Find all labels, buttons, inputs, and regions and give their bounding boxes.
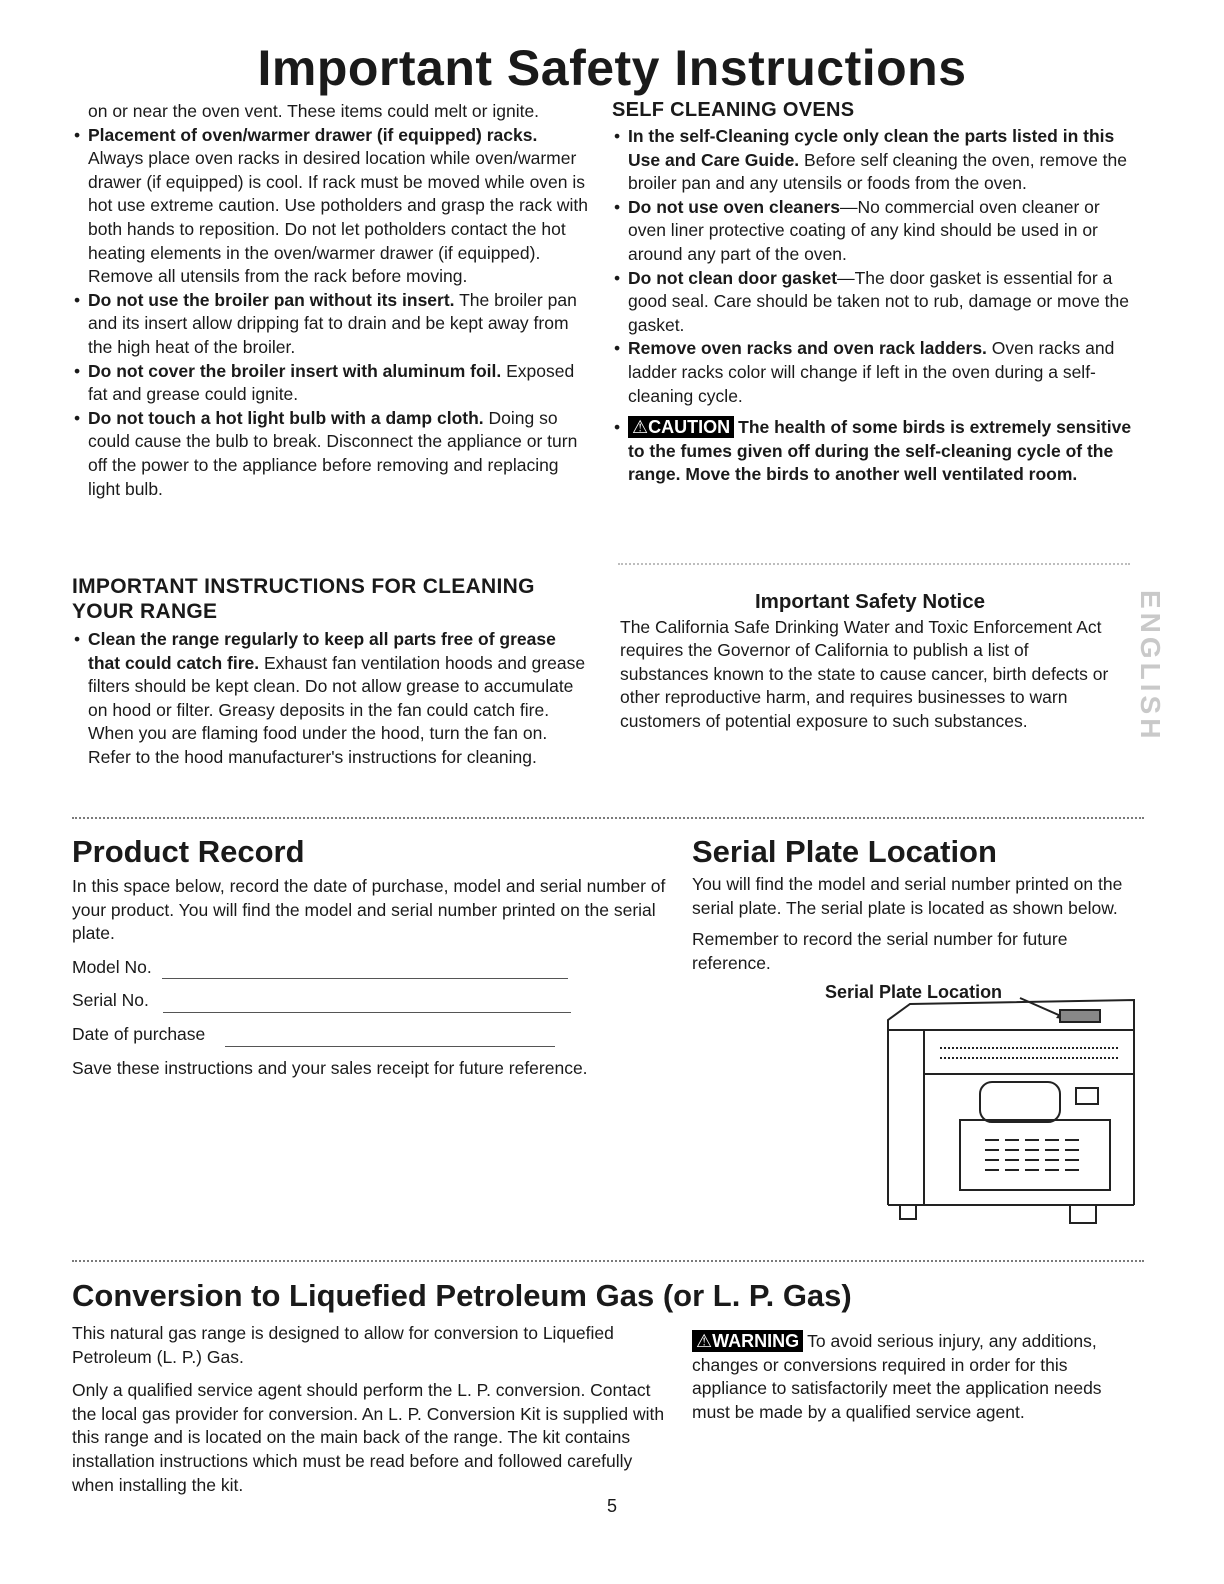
date-label: Date of purchase (72, 1023, 206, 1044)
item-bold: Do not use oven cleaners (628, 196, 841, 217)
item-bold: Do not use the broiler pan without its insert. (88, 289, 455, 310)
window-vents (985, 1140, 1080, 1170)
conversion-p1: This natural gas range is designed to allow for conversion to Liquefied Petroleum (L. P.) Gas. (72, 1323, 614, 1367)
left-foot (900, 1205, 916, 1219)
list-item (72, 628, 592, 770)
serial-line[interactable] (163, 994, 571, 1013)
self-cleaning-heading: SELF CLEANING OVENS (612, 99, 855, 121)
item-text: The broiler pan and its insert allow dripping fat to drain and be kept away from the high heat of the broiler. (88, 289, 577, 357)
cleaning-list (72, 628, 592, 770)
product-record-section (72, 875, 672, 1080)
serial-field[interactable] (72, 989, 672, 1013)
date-field[interactable] (72, 1023, 672, 1047)
continued-text: on or near the oven vent. These items could melt or ignite. (88, 101, 540, 121)
conversion-p2: Only a qualified service agent should perform the L. P. conversion. Contact the local gas provider for conversion. An L. P. Conversion Kit is supplied with this range and is located on the main back of the range. The kit contains installation instructions which must be read before and followed carefully when installing the kit. (72, 1380, 665, 1495)
model-label: Model No. (72, 956, 152, 977)
page-title: Important Safety Instructions (257, 40, 967, 96)
divider (72, 1260, 1144, 1262)
product-record-intro: In this space below, record the date of purchase, model and serial number of your product. You will find the model and serial number printed on the serial plate. (72, 876, 666, 944)
indicator-light (1076, 1088, 1098, 1104)
list-item (72, 407, 592, 501)
list-item (72, 360, 592, 407)
list-item (612, 267, 1132, 338)
caution-badge: ⚠CAUTION (628, 416, 734, 438)
caution-item (612, 416, 1132, 487)
range-diagram (880, 990, 1140, 1230)
cleaning-heading: IMPORTANT INSTRUCTIONS FOR CLEANING YOUR RANGE (72, 575, 535, 623)
safety-list (72, 124, 592, 502)
item-bold: Clean the range regularly to keep all parts free of grease that could catch fire. (88, 629, 556, 673)
list-item (72, 289, 592, 360)
item-bold: Placement of oven/warmer drawer (if equipped) racks. (88, 124, 538, 145)
serial-plate-section (692, 873, 1132, 975)
model-field[interactable] (72, 956, 672, 980)
item-text: Doing so could cause the bulb to break. Disconnect the appliance or turn off the power to the appliance before removing and replacing light bulb. (88, 407, 578, 499)
page-number: 5 (606, 1496, 617, 1516)
item-text: —The door gasket is essential for a good seal. Care should be taken not to rub, damage or move the gasket. (628, 267, 1130, 335)
warning-text: To avoid serious injury, any additions, changes or conversions required in order for this appliance to satisfactorily meet the application needs must be made by a qualified service agent. (692, 1331, 1102, 1422)
item-bold: Do not touch a hot light bulb with a damp cloth. (88, 407, 484, 428)
conversion-warning (692, 1330, 1122, 1424)
conversion-heading: Conversion to Liquefied Petroleum Gas (or L. P. Gas) (72, 1278, 852, 1313)
item-text: Exposed fat and grease could ignite. (88, 360, 575, 405)
knob-row (940, 1048, 1120, 1058)
diagram-label: Serial Plate Location (825, 982, 1003, 1002)
list-item (612, 337, 1132, 408)
right-foot (1070, 1205, 1096, 1223)
control-panel (924, 1030, 1134, 1074)
conversion-left (72, 1322, 672, 1497)
list-item (72, 124, 592, 289)
item-text: Before self cleaning the oven, remove the broiler pan and any utensils or foods from the oven. (628, 149, 1128, 194)
divider (72, 817, 1144, 819)
caution-text: The health of some birds is extremely sensitive to the fumes given off during the self-cleaning cycle of the range. Move the birds to another well ventilated room. (628, 417, 1132, 485)
item-text: Oven racks and ladder racks color will change if left in the oven during a self-cleaning cycle. (628, 338, 1115, 406)
serial-label: Serial No. (72, 990, 149, 1011)
self-cleaning-list (612, 125, 1132, 487)
serial-plate (1060, 1010, 1100, 1022)
list-item (612, 196, 1132, 267)
item-bold: Do not cover the broiler insert with aluminum foil. (88, 360, 502, 381)
warning-badge: ⚠WARNING (692, 1330, 803, 1352)
item-bold: In the self-Cleaning cycle only clean the parts listed in this Use and Care Guide. (628, 126, 1115, 170)
oven-window (960, 1120, 1110, 1190)
model-line[interactable] (162, 960, 568, 979)
language-tab: ENGLISH (1135, 590, 1166, 743)
serial-plate-heading: Serial Plate Location (692, 834, 997, 869)
serial-plate-p1: You will find the model and serial number printed on the serial plate. The serial plate is located as shown below. (692, 874, 1123, 918)
notice-text: The California Safe Drinking Water and Toxic Enforcement Act requires the Governor of California to publish a list of substances known to the state to cause cancer, birth defects or other reproductive harm, and requires businesses to warn customers of potential exposure to such substances. (620, 616, 1109, 731)
divider (618, 563, 1130, 565)
oven-handle (980, 1082, 1060, 1122)
item-text: Exhaust fan ventilation hoods and grease filters should be kept clean. Do not allow grease to accumulate on hood or filter. Greasy deposits in the fan could catch fire. When you are flaming food under the hood, turn the fan on. Refer to the hood manufacturer's instructions for cleaning. (88, 652, 586, 767)
left-safety-column (72, 100, 592, 501)
notice-title: Important Safety Notice (754, 590, 986, 613)
item-text: —No commercial oven cleaner or oven liner protective coating of any kind should be used in or around any part of the oven. (628, 196, 1100, 264)
item-text: Always place oven racks in desired location while oven/warmer drawer (if equipped) is cool. If rack must be moved while oven is hot use extreme caution. Use potholders and grasp the rack with both hands to reposition. Do not let potholders contact the hot heating elements in the oven/warmer drawer (if equipped). Remove all utensils from the rack before moving. (88, 148, 588, 287)
product-record-heading: Product Record (72, 834, 305, 869)
cleaning-section (72, 574, 592, 770)
self-cleaning-column (612, 98, 1132, 487)
serial-plate-p2: Remember to record the serial number for future reference. (692, 929, 1068, 973)
item-bold: Remove oven racks and oven rack ladders. (628, 338, 987, 359)
item-bold: Do not clean door gasket (628, 267, 838, 288)
list-item (612, 125, 1132, 196)
save-text: Save these instructions and your sales receipt for future reference. (72, 1057, 588, 1078)
date-line[interactable] (225, 1028, 555, 1047)
safety-notice (620, 590, 1120, 734)
